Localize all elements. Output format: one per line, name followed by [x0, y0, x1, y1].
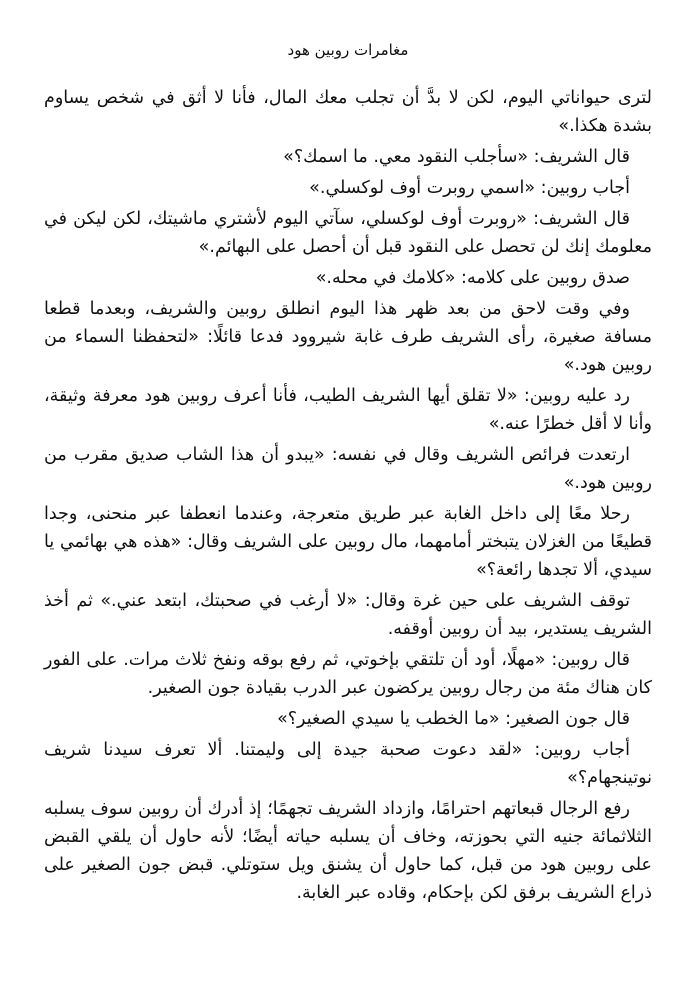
paragraph: توقف الشريف على حين غرة وقال: «لا أرغب في صحبتك، ابتعد عني.» ثم أخذ الشريف يستدير، بيد أن روبين أوقفه. — [44, 591, 652, 639]
paragraph: قال الشريف: «روبرت أوف لوكسلي، سآتي اليوم لأشتري ماشيتك، لكن ليكن في معلومك إنك لن تحصل على النقود قبل أن أحصل على البهائم.» — [44, 209, 652, 257]
paragraph: رد عليه روبين: «لا تقلق أيها الشريف الطيب، فأنا أعرف روبين هود معرفة وثيقة، وأنا لا أقل خطرًا عنه.» — [44, 386, 652, 434]
paragraph: قال جون الصغير: «ما الخطب يا سيدي الصغير؟» — [277, 709, 630, 729]
running-header: مغامرات روبين هود — [287, 41, 409, 59]
paragraph: أجاب روبين: «اسمي روبرت أوف لوكسلي.» — [309, 178, 630, 198]
paragraph: أجاب روبين: «لقد دعوت صحبة جيدة إلى وليمتنا. ألا تعرف سيدنا شريف نوتينجهام؟» — [44, 740, 652, 788]
paragraph: قال روبين: «مهلًا، أود أن تلتقي بإخوتي، ثم رفع بوقه ونفخ ثلاث مرات. على الفور كان هناك مئة من رجال روبين يركضون عبر الدرب بقيادة جون الصغير. — [44, 650, 652, 698]
paragraph: وفي وقت لاحق من بعد ظهر هذا اليوم انطلق روبين والشريف، وبعدما قطعا مسافة صغيرة، رأى الشريف طرف غابة شيروود فدعا قائلًا: «لتحفظنا السماء من روبين هود.» — [44, 299, 652, 375]
paragraph: لترى حيواناتي اليوم، لكن لا بدَّ أن تجلب معك المال، فأنا لا أثق في شخص يساوم بشدة هكذا.» — [44, 88, 652, 136]
paragraph: قال الشريف: «سأجلب النقود معي. ما اسمك؟» — [283, 147, 630, 167]
paragraph: صدق روبين على كلامه: «كلامك في محله.» — [315, 268, 630, 288]
paragraph: رحلا معًا إلى داخل الغابة عبر طريق متعرجة، وعندما انعطفا عبر منحنى، وجدا قطيعًا من الغزلان يتبختر أمامهما، مال روبين على الشريف وقال: «هذه هي بهائمي يا سيدي، ألا تجدها رائعة؟» — [44, 504, 652, 580]
page-body — [44, 84, 652, 907]
paragraph: ارتعدت فرائص الشريف وقال في نفسه: «يبدو أن هذا الشاب صديق مقرب من روبين هود.» — [44, 445, 652, 493]
paragraph: رفع الرجال قبعاتهم احترامًا، وازداد الشريف تجهمًا؛ إذ أدرك أن روبين سوف يسلبه الثلاثمائة جنيه التي بحوزته، وخاف أن يسلبه حياته أيضًا؛ لأنه حاول أن يلقي القبض على روبين هود من قبل، كما حاول أن يشنق ويل ستوتلي. قبض جون الصغير على ذراع الشريف برفق لكن بإحكام، وقاده عبر الغابة. — [44, 799, 652, 903]
